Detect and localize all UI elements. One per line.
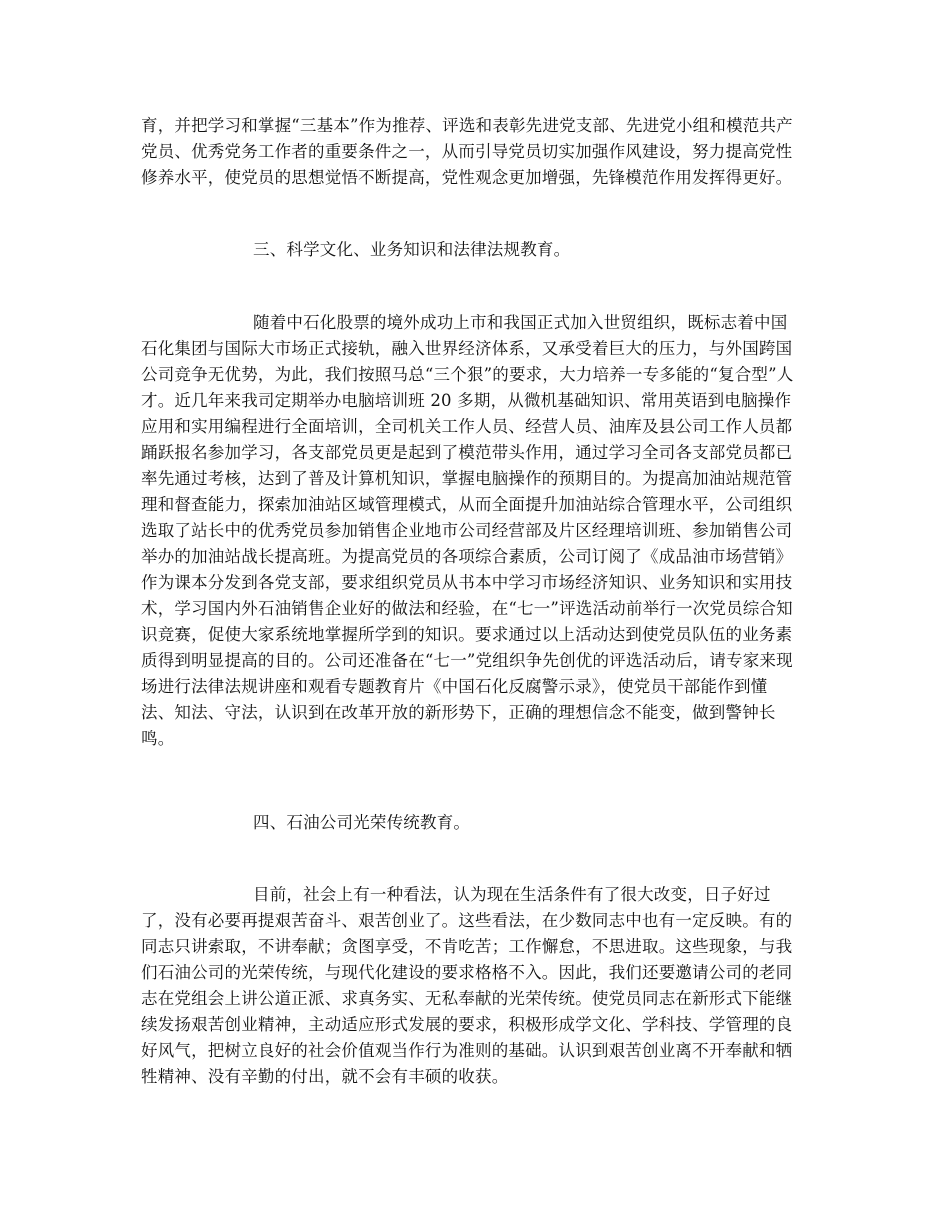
text-line: 随着中石化股票的境外成功上市和我国正式加入世贸组织，既标志着中国 xyxy=(253,313,788,332)
text-line: 石化集团与国际大市场正式接轨，融入世界经济体系，又承受着巨大的压力，与外国跨国 xyxy=(141,339,793,358)
text-line: 质得到明显提高的目的。公司还准备在“七一”党组织争先创优的评选活动后，请专家来现 xyxy=(141,651,793,670)
text-line: 续发扬艰苦创业精神，主动适应形式发展的要求，积极形成学文化、学科技、学管理的良 xyxy=(141,1015,793,1034)
text-line: 修养水平，使党员的思想觉悟不断提高，党性观念更加增强，先锋模范作用发挥得更好。 xyxy=(141,168,793,187)
text-line: 选取了站长中的优秀党员参加销售企业地市公司经营部及片区经理培训班、参加销售公司 xyxy=(141,521,793,540)
text-line: 好风气，把树立良好的社会价值观当作行为准则的基础。认识到艰苦创业离不开奉献和牺 xyxy=(141,1041,793,1060)
text-line: 应用和实用编程进行全面培训，全司机关工作人员、经营人员、油库及县公司工作人员都 xyxy=(141,417,793,436)
text-line: 理和督查能力，探索加油站区域管理模式，从而全面提升加油站综合管理水平，公司组织 xyxy=(141,495,793,514)
text-line: 育，并把学习和掌握“三基本”作为推荐、评选和表彰先进党支部、先进党小组和模范共产 xyxy=(141,116,793,135)
text-line: 场进行法律法规讲座和观看专题教育片《中国石化反腐警示录》，使党员干部能作到懂 xyxy=(141,677,768,696)
text-line: 了，没有必要再提艰苦奋斗、艰苦创业了。这些看法，在少数同志中也有一定反映。有的 xyxy=(141,911,793,930)
text-line: 法、知法、守法，认识到在改革开放的新形势下，正确的理想信念不能变，做到警钟长 xyxy=(141,703,776,722)
section-heading-4: 四、石油公司光荣传统教育。 xyxy=(253,813,471,832)
text-line: 鸣。 xyxy=(141,729,175,748)
text-line: 才。近几年来我司定期举办电脑培训班 20 多期，从微机基础知识、常用英语到电脑操作 xyxy=(141,391,792,410)
text-line: 志在党组会上讲公道正派、求真务实、无私奉献的光荣传统。使党员同志在新形式下能继 xyxy=(141,989,793,1008)
text-line: 同志只讲索取，不讲奉献；贪图享受，不肯吃苦；工作懈怠，不思进取。这些现象，与我 xyxy=(141,937,793,956)
text-line: 牲精神、没有辛勤的付出，就不会有丰硕的收获。 xyxy=(141,1067,509,1086)
text-line: 作为课本分发到各党支部，要求组织党员从书本中学习市场经济知识、业务知识和实用技 xyxy=(141,573,793,592)
text-line: 党员、优秀党务工作者的重要条件之一，从而引导党员切实加强作风建设，努力提高党性 xyxy=(141,142,793,161)
text-line: 目前，社会上有一种看法，认为现在生活条件有了很大改变，日子好过 xyxy=(253,885,771,904)
text-line: 踊跃报名参加学习，各支部党员更是起到了模范带头作用，通过学习全司各支部党员都已 xyxy=(141,443,793,462)
text-line: 率先通过考核，达到了普及计算机知识，掌握电脑操作的预期目的。为提高加油站规范管 xyxy=(141,469,793,488)
text-line: 们石油公司的光荣传统，与现代化建设的要求格格不入。因此，我们还要邀请公司的老同 xyxy=(141,963,793,982)
text-line: 识竞赛，促使大家系统地掌握所学到的知识。要求通过以上活动达到使党员队伍的业务素 xyxy=(141,625,793,644)
text-line: 举办的加油站战长提高班。为提高党员的各项综合素质，公司订阅了《成品油市场营销》 xyxy=(141,547,793,566)
text-line: 术，学习国内外石油销售企业好的做法和经验，在“七一”评选活动前举行一次党员综合知 xyxy=(141,599,793,618)
text-line: 公司竞争无优势，为此，我们按照马总“三个狠”的要求，大力培养一专多能的“复合型”人 xyxy=(141,365,794,384)
section-heading-3: 三、科学文化、业务知识和法律法规教育。 xyxy=(253,240,571,259)
